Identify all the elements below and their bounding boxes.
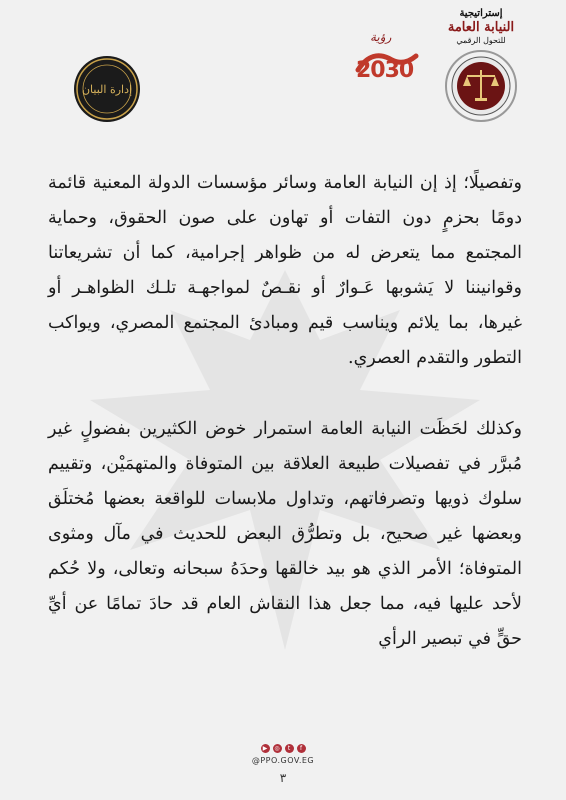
youtube-icon[interactable]: ▶ [261, 744, 270, 753]
instagram-icon[interactable]: ◎ [274, 745, 280, 752]
ppo-logo-line2: النيابة العامة [447, 20, 515, 35]
idara-logo-text: إدارة البيان [81, 83, 133, 96]
social-handle[interactable]: @PPO.GOV.EG [251, 756, 315, 765]
ppo-logo-line3: للتحول الرقمي [456, 36, 506, 45]
paragraph-2: وكذلك لحَظَت النيابة العامة استمرار خوض الكثيرين بفضولٍ غير مُبرَّر في تفصيلات طبيعة العلاقة بين المتوفاة والمتهمَيْن، وتقييم سلوك ذويها وتصرفاتهم، وتداول ملابسات للواقعة بعضها مُختلَق وبعضها غير صحيح، بل وتطرُّق البعض للحديث في مآل ومثوى المتوفاة؛ الأمر الذي هو بيد خالقها وحدَهُ سبحانه وتعالى، ولا حُكم لأحد عليها فيه، مما جعل هذا النقاش العام قد حادَ تمامًا عن أيِّ حقٍّ في تبصير الرأي [48, 419, 522, 649]
ppo-strategy-logo [426, 8, 536, 133]
page-header [0, 0, 566, 135]
idara-al-bayan-logo [72, 54, 142, 124]
scales-of-justice-icon [443, 48, 519, 124]
paragraph-1: وتفصيلًا؛ إذ إن النيابة العامة وسائر مؤسسات الدولة المعنية قائمة دومًا بحزمٍ دون التفات أو تهاون على صون الحقوق، وحماية المجتمع مما يتعرض له من ظواهر إجرامية، كما أن تشريعاتنا وقوانيننا لا يَشوبها عَـوارٌ أو نقـصٌ لمواجهـة تلـك الظواهـر أو غيرها، بما يلائم ويناسب قيم ومبادئ المجتمع المصري، ويواكب التطور والتقدم العصري. [48, 173, 522, 368]
social-icons-row [0, 744, 566, 753]
page-footer [0, 740, 566, 800]
facebook-icon[interactable]: f [297, 744, 306, 753]
ppo-logo-line1: إستراتيجية [459, 8, 503, 19]
vision-year: 2030 [356, 58, 414, 83]
page-number: ٣ [279, 771, 287, 785]
twitter-icon[interactable]: t [285, 744, 294, 753]
document-body [48, 166, 522, 657]
vision-label: رؤية [370, 30, 392, 44]
